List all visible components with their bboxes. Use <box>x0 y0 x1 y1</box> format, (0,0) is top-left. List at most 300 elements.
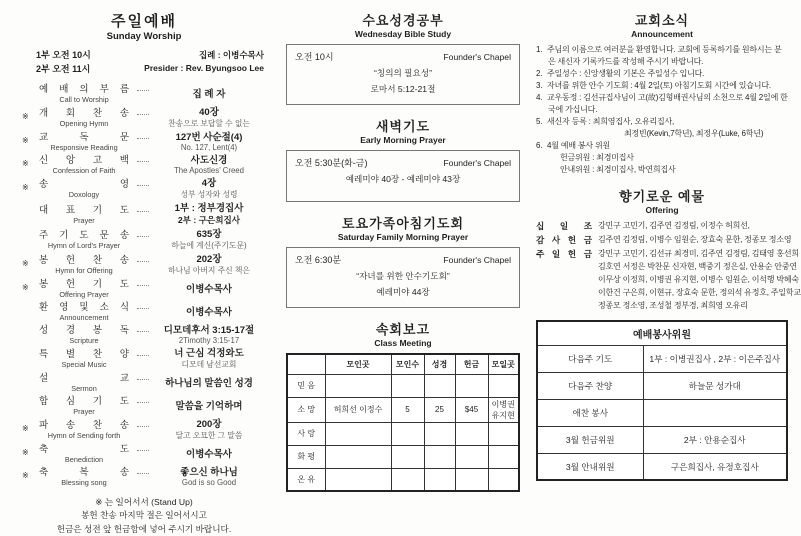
midweek-section <box>286 10 520 105</box>
dotted-leader <box>137 402 149 403</box>
announcement-line <box>536 44 788 56</box>
meeting-place: Founder's Chapel <box>443 52 511 62</box>
class-cell-meet <box>488 468 519 491</box>
committee-role: 다음주 기도 <box>537 345 643 372</box>
dotted-leader <box>137 185 149 186</box>
midweek-box-header <box>295 253 511 266</box>
worship-row-label-english: Hymn for Offering <box>55 266 113 275</box>
worship-row-label-english: Special Music <box>61 360 107 369</box>
worship-row-value-main: 4장 <box>201 178 217 189</box>
stand-up-mark: ※ <box>22 112 29 121</box>
worship-row-label-korean: 송 영 <box>39 179 129 190</box>
announcement-text: 헌금위원 : 최경미집사 <box>560 153 634 162</box>
class-meeting-title-korean: 속회보고 <box>375 322 431 337</box>
midweek-section-title-korean: 토요가족아침기도회 <box>341 216 465 231</box>
worship-order-row <box>22 129 266 152</box>
worship-row-value-main: 집 례 자 <box>192 88 226 100</box>
midweek-section <box>286 116 520 202</box>
committee-row <box>537 399 787 426</box>
worship-row-label <box>34 227 134 250</box>
stand-up-mark: ※ <box>22 424 29 433</box>
worship-order-row <box>22 226 266 251</box>
worship-title-korean: 주일예배 <box>111 13 177 30</box>
announcement-number: 1. <box>536 45 543 54</box>
worship-row-label-english: Benediction <box>64 455 104 464</box>
class-cell-offering <box>455 445 488 468</box>
meeting-topic: 예레미야 40장 - 예레미야 43장 <box>345 174 461 184</box>
committee-members: 구은희집사, 유정호집사 <box>643 453 787 480</box>
class-cell-place <box>325 422 391 445</box>
service-times <box>36 49 91 76</box>
worship-row-value-sub: 하나님 아버지 주신 책은 <box>168 266 250 275</box>
class-meeting-row <box>287 468 519 491</box>
announcements-section <box>536 10 788 176</box>
class-cell-name: 믿 음 <box>287 374 325 397</box>
dotted-leader <box>137 473 149 474</box>
worship-row-value <box>152 345 266 370</box>
worship-header <box>36 49 264 76</box>
offering-type-label: 감 사 헌 금 <box>536 234 592 245</box>
offering-line <box>536 300 788 313</box>
worship-row-value <box>152 129 266 152</box>
meeting-place: Founder's Chapel <box>443 158 511 168</box>
class-header-place: 모인곳 <box>325 354 391 374</box>
worship-row-value <box>152 375 266 389</box>
worship-row-label-korean: 파 송 찬 송 <box>39 420 129 431</box>
worship-row-label-korean: 봉 헌 찬 송 <box>39 255 129 266</box>
committee-section <box>536 320 788 481</box>
class-cell-place <box>325 445 391 468</box>
worship-order-row <box>22 299 266 322</box>
class-cell-bible <box>424 468 455 491</box>
offering-section <box>536 186 801 312</box>
announcement-line <box>536 128 788 140</box>
worship-row-label-english: Hymn of Lord's Prayer <box>47 241 121 250</box>
service-time-2: 2부 오전 11시 <box>36 63 91 74</box>
midweek-section-title-english: Wednesday Bible Study <box>354 29 452 39</box>
worship-row-value <box>152 226 266 251</box>
worship-row-label-korean: 축 도 <box>39 444 129 455</box>
worship-order-row <box>22 345 266 370</box>
worship-row-value-sub: 성부 성자와 성령 <box>180 190 238 199</box>
worship-row-label-english: Prayer <box>73 407 95 416</box>
worship-row-label <box>34 81 134 104</box>
announcement-text: 주일성수 : 신앙생활의 기본은 주일성수 입니다. <box>547 69 705 78</box>
class-header-offering: 헌금 <box>455 354 488 374</box>
midweek-section-box <box>286 150 520 202</box>
worship-row-value-sub: 하늘에 계신(주기도문) <box>171 241 247 250</box>
worship-row-label <box>34 346 134 369</box>
class-cell-count <box>391 422 424 445</box>
worship-row-label-korean: 교 독 문 <box>39 132 129 143</box>
worship-row-value <box>152 175 266 200</box>
worship-order-row <box>22 441 266 464</box>
committee-members: 하늘문 성가대 <box>643 372 787 399</box>
dotted-leader <box>137 379 149 380</box>
offering-box-note: 헌금은 성전 앞 헌금함에 넣어 주시기 바랍니다. <box>56 523 232 534</box>
class-cell-offering <box>455 374 488 397</box>
stand-up-mark: ※ <box>22 259 29 268</box>
announcement-text: 은 새신자 기록카드를 작성해 주시기 바랍니다. <box>548 57 704 66</box>
meeting-topic: “자녀를 위한 안수기도회” <box>356 271 450 281</box>
committee-role: 3월 헌금위원 <box>537 426 643 453</box>
worship-row-label-english: Scripture <box>69 336 99 345</box>
announcement-number: 4. <box>536 93 543 102</box>
committee-role: 다음주 찬양 <box>537 372 643 399</box>
worship-row-value <box>152 104 266 129</box>
dotted-leader <box>137 308 149 309</box>
worship-row-label <box>34 464 134 487</box>
dotted-leader <box>137 285 149 286</box>
class-cell-offering <box>455 422 488 445</box>
announcement-number: 3. <box>536 81 543 90</box>
worship-order-row <box>22 322 266 345</box>
worship-order-row <box>22 152 266 175</box>
midweek-box-header <box>295 50 511 63</box>
stand-up-mark: ※ <box>22 283 29 292</box>
worship-row-value <box>152 464 266 487</box>
offering-names: 정종모 정소영, 조성철 정부경, 최희영 오유리 <box>598 300 748 310</box>
dotted-leader <box>137 331 149 332</box>
class-cell-place <box>325 468 391 491</box>
worship-row-label-korean: 특 별 찬 양 <box>39 349 129 360</box>
class-cell-name: 화 평 <box>287 445 325 468</box>
class-cell-count <box>391 468 424 491</box>
class-header-meet: 모일곳 <box>488 354 519 374</box>
offering-title-korean: 향기로운 예물 <box>619 189 705 204</box>
offering-type-label <box>536 287 592 300</box>
class-meeting-section <box>286 319 520 492</box>
class-cell-name: 사 랑 <box>287 422 325 445</box>
meeting-passage: 예레미야 44장 <box>376 287 430 297</box>
class-cell-bible <box>424 445 455 468</box>
announcement-text: 교우동정 : 김선규집사님이 고(故)김형배권사님의 소천으로 4월 2일에 한 <box>547 93 788 102</box>
worship-row-label <box>34 322 134 345</box>
committee-row <box>537 345 787 372</box>
worship-order-row <box>22 416 266 441</box>
worship-row-label-english: Call to Worship <box>59 95 109 104</box>
committee-role: 3월 안내위원 <box>537 453 643 480</box>
committee-members: 2부 : 안용순집사 <box>643 426 787 453</box>
worship-title-english: Sunday Worship <box>106 31 182 42</box>
worship-order-row <box>22 393 266 416</box>
committee-members: 1부 : 이병권집사 , 2부 : 이은주집사 <box>643 345 787 372</box>
announcement-text: 새신자 등록 : 최희영집사, 오유리집사, <box>547 117 675 126</box>
worship-row-value-main: 40장 <box>199 107 219 118</box>
committee-role: 애찬 봉사 <box>537 399 643 426</box>
worship-row-label <box>34 105 134 128</box>
offering-line <box>536 261 797 274</box>
worship-order-row <box>22 104 266 129</box>
class-cell-offering: $45 <box>455 397 488 422</box>
announcement-line <box>536 140 788 152</box>
dotted-leader <box>137 114 149 115</box>
announcement-number: 2. <box>536 69 543 78</box>
class-meeting-row <box>287 422 519 445</box>
worship-row-value-main: 말씀을 기억하며 <box>175 400 243 412</box>
worship-row-value-sub: 2Timothy 3:15-17 <box>178 336 240 345</box>
class-meeting-title-english: Class Meeting <box>374 338 432 348</box>
class-cell-count <box>391 445 424 468</box>
worship-row-label-english: Hymn of Sending forth <box>47 431 121 440</box>
dotted-leader <box>137 211 149 212</box>
offering-type-label <box>536 274 592 287</box>
offering-hymn-note: 봉헌 찬송 마지막 절은 일어서시고 <box>81 510 207 521</box>
presider-korean: 집례 : 이병수목사 <box>198 50 264 60</box>
class-meeting-row <box>287 374 519 397</box>
worship-row-label <box>34 129 134 152</box>
offering-names: 이무상 이정희, 이병권 유지현, 이병수 임원순, 이석행 박혜숙 <box>598 275 799 285</box>
meeting-time: 오전 5:30분(화-금) <box>295 158 368 168</box>
worship-row-label-korean: 봉 헌 기 도 <box>39 279 129 290</box>
worship-row-label-korean: 성 경 봉 독 <box>39 325 129 336</box>
offering-type-label: 주 일 헌 금 <box>536 248 592 259</box>
dotted-leader <box>137 355 149 356</box>
worship-row-value <box>152 200 266 226</box>
offering-names: 김주연 김정림, 이병수 임원순, 장효숙 문한, 정종모 정소영 <box>598 234 792 244</box>
worship-row-label <box>34 202 134 225</box>
worship-order-row <box>22 81 266 104</box>
worship-row-label <box>34 176 134 199</box>
worship-order-row <box>22 276 266 299</box>
worship-row-label-korean: 합 심 기 도 <box>39 396 129 407</box>
dotted-leader <box>137 138 149 139</box>
worship-row-value-main: 202장 <box>196 254 222 265</box>
worship-row-label-english: Confession of Faith <box>52 166 116 175</box>
worship-row-value-main: 127번 사순절(4) <box>175 132 243 143</box>
worship-row-label <box>34 370 134 393</box>
worship-row-value-main: 이병수목사 <box>186 306 232 318</box>
worship-row-value <box>152 322 266 345</box>
offering-names: 이한건 구은희, 이현규, 장효숙 문한, 정의석 유정호, 주일학교 <box>598 287 801 297</box>
worship-row-label-english: Doxology <box>68 190 100 199</box>
class-cell-place <box>325 374 391 397</box>
worship-row-value-sub: God is so Good <box>181 478 237 487</box>
offering-type-label <box>536 300 592 313</box>
worship-row-label-korean: 환 영 및 소 식 <box>39 302 129 313</box>
meeting-time: 오전 6:30분 <box>295 255 342 265</box>
announcement-line <box>536 68 788 80</box>
class-cell-name: 온 유 <box>287 468 325 491</box>
worship-row-label-english: Prayer <box>73 215 95 225</box>
worship-row-value <box>152 251 266 276</box>
worship-row-label <box>34 299 134 322</box>
announcement-text: 최정빈(Kevin,7학년), 최정우(Luke, 6학년) <box>624 129 764 138</box>
class-meeting-header-row <box>287 354 519 374</box>
class-header-bible: 성경 <box>424 354 455 374</box>
worship-order-row <box>22 200 266 226</box>
committee-members <box>643 399 787 426</box>
worship-row-label <box>34 441 134 464</box>
worship-order-list <box>22 81 266 487</box>
class-cell-place: 허희선 이정수 <box>325 397 391 422</box>
class-cell-meet: 이병권 유지현 <box>488 397 519 422</box>
stand-up-mark: ※ <box>22 183 29 192</box>
announcement-text: 주님의 이름으로 여러분을 환영합니다. 교회에 등록하기를 원하시는 분 <box>547 45 782 54</box>
class-cell-offering <box>455 468 488 491</box>
worship-row-value <box>152 152 266 175</box>
worship-row-value <box>152 416 266 441</box>
worship-row-value-main: 635장 <box>196 229 222 240</box>
worship-row-label-english: Blessing song <box>61 478 107 487</box>
offering-line <box>536 248 799 262</box>
worship-row-label-korean: 예 배 의 부 름 <box>39 84 129 95</box>
meeting-time: 오전 10시 <box>295 52 334 62</box>
offering-type-label <box>536 261 592 274</box>
offering-line <box>536 234 792 248</box>
announcement-text: 안내위원 : 최경미집사, 박연희집사 <box>560 165 676 174</box>
worship-row-label-english: Announcement <box>59 313 109 322</box>
worship-row-value <box>152 398 266 412</box>
midweek-panel <box>272 0 528 485</box>
worship-row-value-sub: No. 127, Lent(4) <box>180 143 238 152</box>
stand-up-mark: ※ <box>22 159 29 168</box>
midweek-section-title-english: Saturday Family Morning Prayer <box>337 232 469 242</box>
class-cell-name: 소 망 <box>287 397 325 422</box>
worship-row-value-main: 디모데후서 3:15-17절 <box>163 325 255 336</box>
worship-row-label-english: Responsive Reading <box>50 143 118 152</box>
class-cell-bible <box>424 374 455 397</box>
worship-row-label-korean: 대 표 기 도 <box>39 204 129 216</box>
offering-line <box>536 274 799 287</box>
meeting-passage: 로마서 5:12-21절 <box>370 84 436 94</box>
offering-title-english: Offering <box>645 205 679 215</box>
announcement-line <box>536 116 788 128</box>
committee-table <box>536 320 788 481</box>
worship-row-value-main: 사도신경 <box>190 155 228 166</box>
announcement-line <box>536 80 788 92</box>
announcement-number: 6. <box>536 141 543 150</box>
worship-order-row <box>22 370 266 393</box>
worship-order-row <box>22 251 266 276</box>
committee-header-row <box>537 321 787 345</box>
midweek-box-header <box>295 156 511 169</box>
offering-type-label: 십 일 조 <box>536 221 592 231</box>
midweek-section-box <box>286 247 520 308</box>
service-time-1: 1부 오전 10시 <box>36 50 91 60</box>
worship-row-label <box>34 417 134 440</box>
worship-row-value <box>152 86 266 100</box>
worship-order-row <box>22 175 266 200</box>
worship-row-label-korean: 신 앙 고 백 <box>39 155 129 166</box>
midweek-section-title-korean: 새벽기도 <box>375 119 431 134</box>
worship-row-label-korean: 설 교 <box>39 373 129 384</box>
announcement-line <box>536 92 788 104</box>
announcement-text: 4월 예배 봉사 위원 <box>547 141 611 150</box>
worship-row-value-sub: 2부 : 구은희집사 <box>177 215 241 225</box>
stand-up-note: ※ 는 일어서서 (Stand Up) <box>95 497 193 507</box>
offering-line <box>536 220 788 234</box>
sunday-worship-panel <box>0 0 272 534</box>
worship-row-label-korean: 개 회 찬 송 <box>39 108 129 119</box>
presider-english: Presider : Rev. Byungsoo Lee <box>144 62 264 73</box>
dotted-leader <box>137 450 149 451</box>
announcement-number: 5. <box>536 117 543 126</box>
worship-row-label-english: Sermon <box>71 384 97 393</box>
announcement-line <box>536 56 788 68</box>
committee-title: 예배봉사위원 <box>537 321 787 345</box>
dotted-leader <box>137 90 149 91</box>
class-header-blank <box>287 354 325 374</box>
class-header-count: 모인수 <box>391 354 424 374</box>
news-panel <box>528 0 800 485</box>
class-meeting-table <box>286 353 520 492</box>
offering-names: 김호연 서정은 박찬문 신자현, 백중기 정은실, 안용순 안중연 <box>598 262 797 272</box>
worship-row-value-sub: 디모데 남선교회 <box>181 360 237 369</box>
announcement-line <box>536 152 788 164</box>
committee-row <box>537 372 787 399</box>
meeting-place: Founder's Chapel <box>443 255 511 265</box>
worship-order-row <box>22 464 266 487</box>
class-meeting-row <box>287 445 519 468</box>
dotted-leader <box>137 426 149 427</box>
announcement-text: 자녀를 위한 안수 기도회 : 4월 2일(토) 아침기도회 시간에 있습니다. <box>547 81 771 90</box>
worship-row-value-main: 좋으신 하나님 <box>180 467 238 478</box>
committee-row <box>537 426 787 453</box>
worship-row-value-sub: The Apostles’ Creed <box>174 166 244 175</box>
announcements-title-english: Announcement <box>631 29 693 39</box>
class-cell-meet <box>488 422 519 445</box>
worship-row-value-main: 이병수목사 <box>186 283 232 295</box>
class-cell-count: 5 <box>391 397 424 422</box>
class-cell-meet <box>488 374 519 397</box>
midweek-section-title-english: Early Morning Prayer <box>360 135 446 145</box>
class-cell-bible: 25 <box>424 397 455 422</box>
worship-row-label <box>34 276 134 299</box>
midweek-section-title-korean: 수요성경공부 <box>362 13 444 28</box>
worship-row-value-sub: 찬송으로 보답할 수 없는 <box>168 119 250 128</box>
worship-row-label-korean: 주 기 도 문 송 <box>39 230 129 241</box>
worship-row-value <box>152 304 266 318</box>
midweek-section <box>286 213 520 308</box>
announcement-text: 국에 가십니다. <box>548 105 598 114</box>
worship-row-value-main: 200장 <box>196 419 222 430</box>
committee-row <box>537 453 787 480</box>
worship-row-label <box>34 152 134 175</box>
worship-row-label <box>34 393 134 416</box>
worship-row-value-main: 너 근심 걱정와도 <box>174 348 244 359</box>
class-cell-bible <box>424 422 455 445</box>
meeting-topic: “칭의의 필요성” <box>374 68 432 78</box>
offering-line <box>536 287 801 300</box>
dotted-leader <box>137 236 149 237</box>
worship-row-value-main: 1부 : 정부경집사 <box>174 203 244 214</box>
worship-row-label-english: Offering Prayer <box>59 290 109 299</box>
announcements-title-korean: 교회소식 <box>634 13 690 28</box>
announcement-line <box>536 164 788 176</box>
stand-up-mark: ※ <box>22 471 29 480</box>
worship-row-label-korean: 축 복 송 <box>39 467 129 478</box>
stand-up-mark: ※ <box>22 448 29 457</box>
worship-row-value <box>152 446 266 460</box>
worship-row-value-main: 하나님의 말씀인 성경 <box>165 377 253 389</box>
offering-names: 강민구 고민기, 김주연 김정림, 이정수 허희선, <box>598 221 750 230</box>
stand-up-mark: ※ <box>22 136 29 145</box>
worship-row-value <box>152 281 266 295</box>
class-cell-count <box>391 374 424 397</box>
dotted-leader <box>137 161 149 162</box>
worship-row-value-sub: 달고 오묘한 그 말씀 <box>175 431 243 440</box>
worship-row-label <box>34 252 134 275</box>
worship-row-label-english: Opening Hymn <box>59 119 109 128</box>
midweek-section-box <box>286 44 520 105</box>
dotted-leader <box>137 261 149 262</box>
class-meeting-row <box>287 397 519 422</box>
presider <box>144 49 264 76</box>
announcement-line <box>536 104 788 116</box>
offering-names: 강민구 고민기, 김선규 최경미, 김주연 김정림, 김태영 홍선희 <box>598 248 799 258</box>
worship-row-value-main: 이병수목사 <box>186 448 232 460</box>
